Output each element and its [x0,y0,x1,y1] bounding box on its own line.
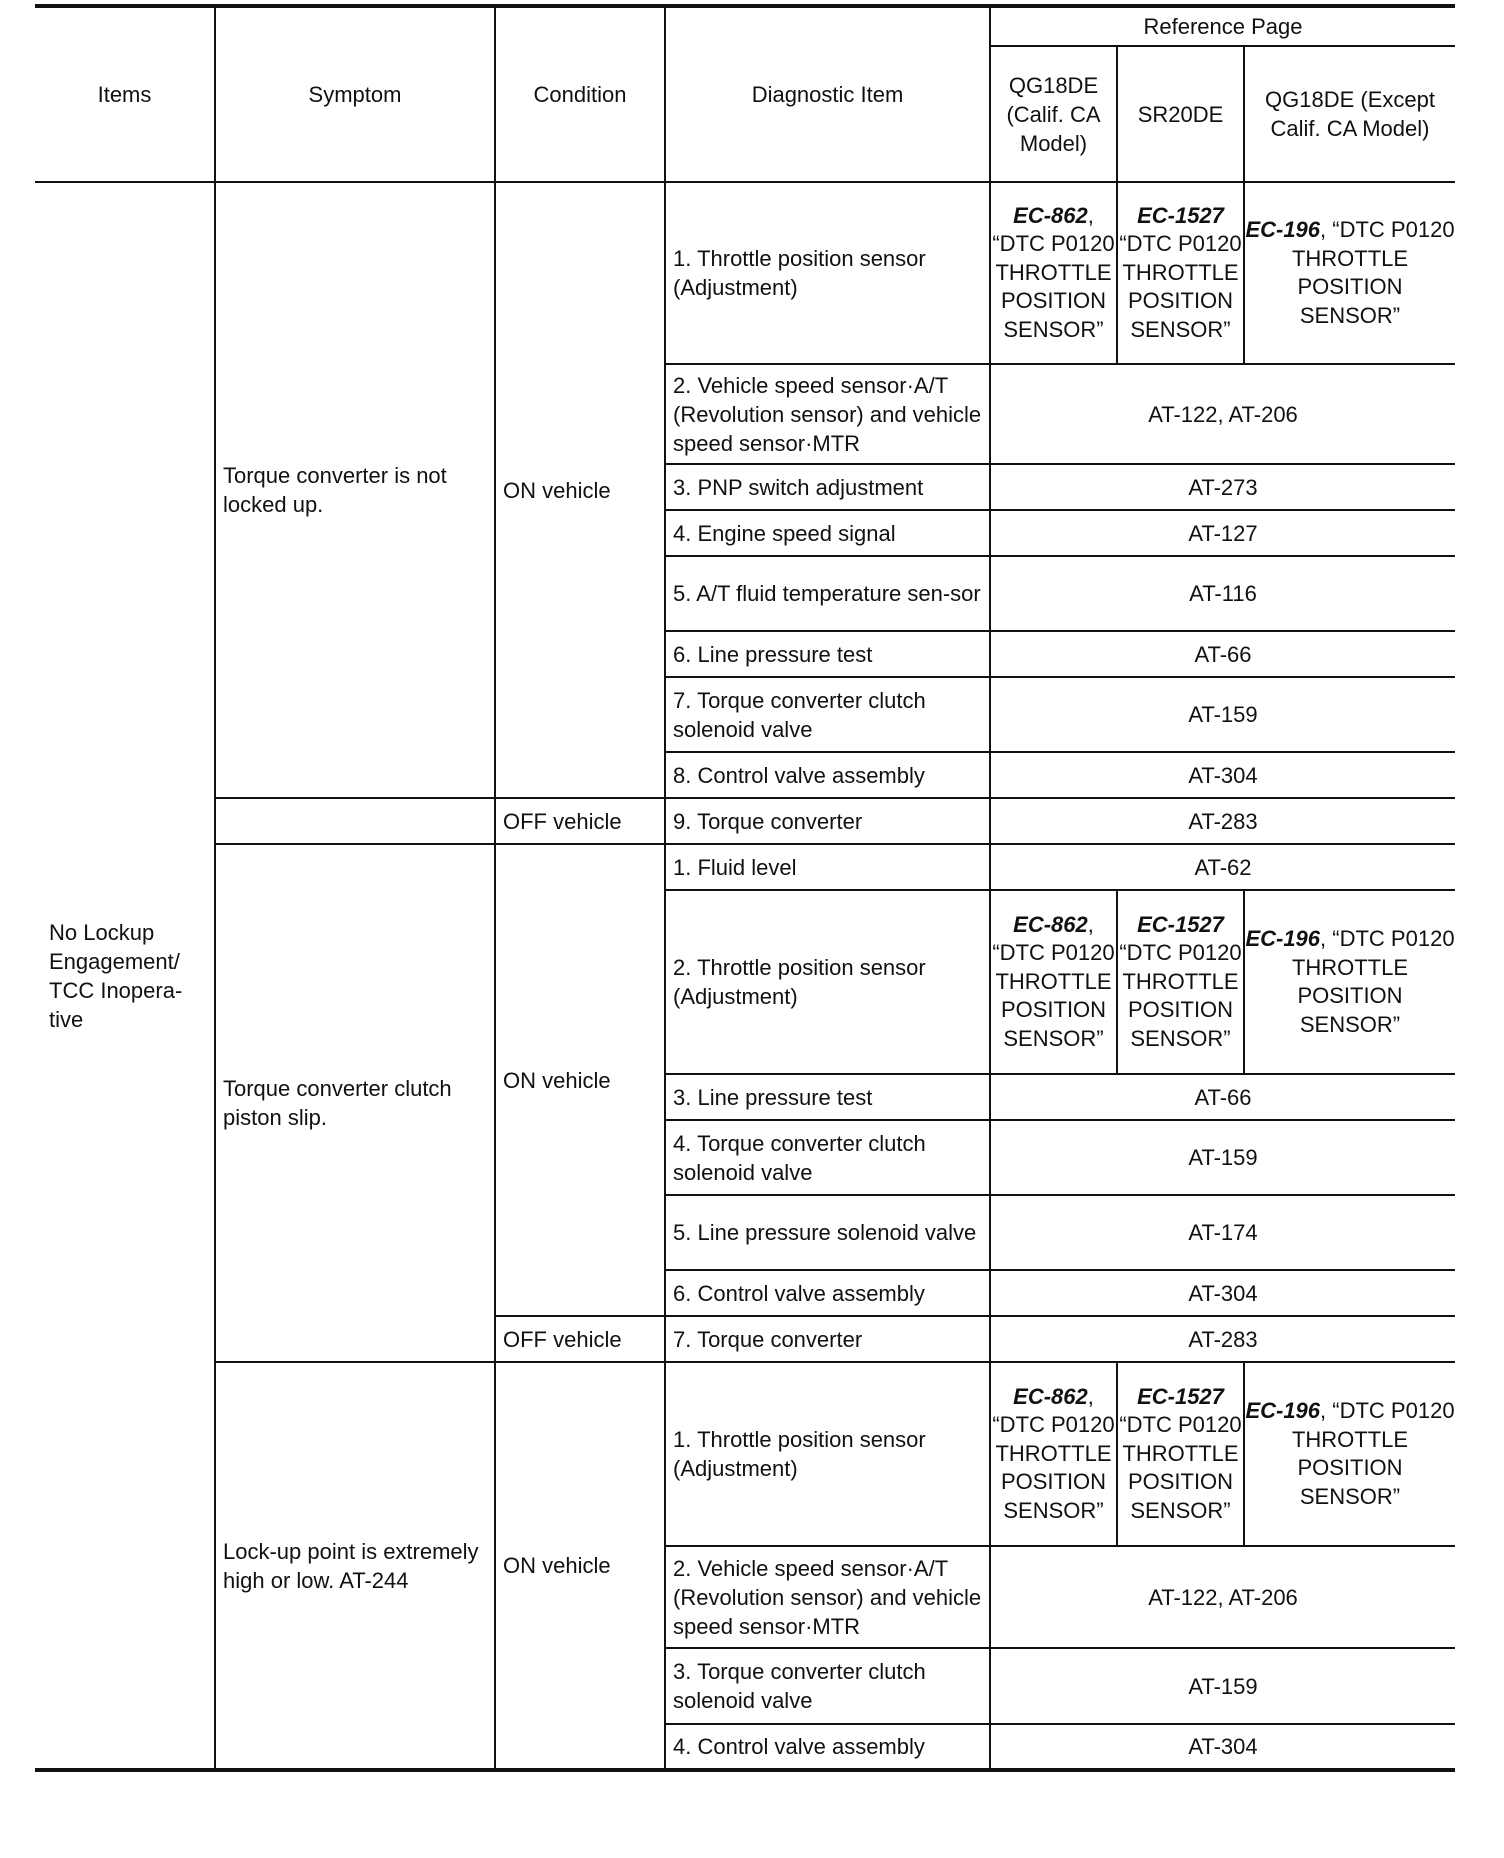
tps-ref-code: EC-862 [1013,1383,1088,1409]
group-1-condition-off: OFF vehicle [495,798,665,844]
group-3-symptom: Lock-up point is extremely high or low. AT-244 [215,1362,495,1770]
group-1-reference: AT-159 [990,677,1455,752]
group-1-diagnostic-item: 9. Torque converter [665,798,990,844]
header-symptom: Symptom [215,6,495,182]
tps-ref-sr20de [1117,182,1244,364]
tps-ref-code: EC-196 [1245,1398,1321,1423]
group-1-reference: AT-273 [990,464,1455,510]
group-3-condition-on: ON vehicle [495,1362,665,1770]
tps-ref-desc: “DTC P0120 THROTTLE POSITION SENSOR” [992,1412,1115,1523]
header-reference-page: Reference Page [990,6,1455,46]
item-name: No Lockup Engagement/ TCC Inopera-tive [35,182,215,1770]
tps-ref-qg18de-calif: EC-862, “DTC P0120 THROTTLE POSITION SENSOR” [990,890,1117,1074]
group-1-symptom: Torque converter is not locked up. [215,182,495,798]
tps-ref-qg18de-except: EC-196, “DTC P0120 THROTTLE POSITION SENSOR” [1244,890,1455,1074]
group-1-reference: AT-304 [990,752,1455,798]
tps-ref-code: EC-1527 [1137,202,1224,228]
group-2-diagnostic-item: 6. Control valve assembly [665,1270,990,1316]
group-1-diagnostic-item: 3. PNP switch adjustment [665,464,990,510]
group-2-diagnostic-item: 7. Torque converter [665,1316,990,1362]
group-2-diagnostic-item: 2. Throttle position sensor (Adjustment) [665,890,990,1074]
tps-ref-sr20de [1117,1362,1244,1546]
group-1-diagnostic-item: 5. A/T fluid temperature sen-sor [665,556,990,631]
group-1-reference: AT-66 [990,631,1455,677]
tps-ref-qg18de-except: EC-196, “DTC P0120 THROTTLE POSITION SENSOR” [1244,182,1455,364]
group-1-condition-on: ON vehicle [495,182,665,798]
group-1-reference: AT-122, AT-206 [990,364,1455,464]
group-1-diagnostic-item: 4. Engine speed signal [665,510,990,556]
tps-ref-desc: “DTC P0120 THROTTLE POSITION SENSOR” [1291,926,1455,1037]
group-1-diagnostic-item: 7. Torque converter clutch solenoid valve [665,677,990,752]
header-sr20de: SR20DE [1117,46,1244,182]
diagnostic-table [35,4,1455,1772]
tps-ref-desc: “DTC P0120 THROTTLE POSITION SENSOR” [1119,940,1242,1051]
tps-ref-qg18de-calif: EC-862, “DTC P0120 THROTTLE POSITION SENSOR” [990,1362,1117,1546]
tps-ref-desc: “DTC P0120 THROTTLE POSITION SENSOR” [1291,217,1455,328]
header-qg18de-calif: QG18DE (Calif. CA Model) [990,46,1117,182]
group-1-diagnostic-item: 2. Vehicle speed sensor·A/T (Revolution sensor) and vehicle speed sensor·MTR [665,364,990,464]
group-2-reference: AT-66 [990,1074,1455,1120]
tps-ref-qg18de-calif: EC-862, “DTC P0120 THROTTLE POSITION SENSOR” [990,182,1117,364]
group-3-diagnostic-item: 3. Torque converter clutch solenoid valve [665,1648,990,1724]
header-qg18de-except: QG18DE (Except Calif. CA Model) [1244,46,1455,182]
tps-ref-code: EC-1527 [1137,1383,1224,1409]
group-2-diagnostic-item: 3. Line pressure test [665,1074,990,1120]
group-1-reference: AT-283 [990,798,1455,844]
tps-ref-desc: “DTC P0120 THROTTLE POSITION SENSOR” [992,231,1115,342]
group-2-reference: AT-304 [990,1270,1455,1316]
group-3-reference: AT-304 [990,1724,1455,1770]
group-2-reference: AT-283 [990,1316,1455,1362]
header-condition: Condition [495,6,665,182]
group-1-reference: AT-127 [990,510,1455,556]
group-3-reference: AT-159 [990,1648,1455,1724]
group-1-symptom-continued [215,798,495,844]
group-2-condition-off: OFF vehicle [495,1316,665,1362]
tps-ref-desc: “DTC P0120 THROTTLE POSITION SENSOR” [1119,1412,1242,1523]
tps-ref-desc: “DTC P0120 THROTTLE POSITION SENSOR” [992,940,1115,1051]
tps-ref-code: EC-1527 [1137,911,1224,937]
group-2-reference: AT-174 [990,1195,1455,1270]
header-items: Items [35,6,215,182]
tps-ref-desc: “DTC P0120 THROTTLE POSITION SENSOR” [1119,231,1242,342]
tps-ref-sr20de [1117,890,1244,1074]
group-3-diagnostic-item: 4. Control valve assembly [665,1724,990,1770]
group-2-condition-on: ON vehicle [495,844,665,1316]
group-2-diagnostic-item: 4. Torque converter clutch solenoid valve [665,1120,990,1195]
tps-ref-qg18de-except: EC-196, “DTC P0120 THROTTLE POSITION SENSOR” [1244,1362,1455,1546]
group-2-reference: AT-62 [990,844,1455,890]
tps-ref-desc: “DTC P0120 THROTTLE POSITION SENSOR” [1291,1398,1455,1509]
group-1-reference: AT-116 [990,556,1455,631]
lockup-diagnostic-table-sheet [35,4,1455,1772]
group-3-diagnostic-item: 2. Vehicle speed sensor·A/T (Revolution sensor) and vehicle speed sensor·MTR [665,1546,990,1648]
group-2-symptom: Torque converter clutch piston slip. [215,844,495,1362]
group-1-diagnostic-item: 6. Line pressure test [665,631,990,677]
group-2-diagnostic-item: 5. Line pressure solenoid valve [665,1195,990,1270]
tps-ref-code: EC-196 [1245,217,1321,242]
tps-ref-code: EC-862 [1013,202,1088,228]
group-3-reference: AT-122, AT-206 [990,1546,1455,1648]
group-2-diagnostic-item: 1. Fluid level [665,844,990,890]
group-3-diagnostic-item: 1. Throttle position sensor (Adjustment) [665,1362,990,1546]
group-2-reference: AT-159 [990,1120,1455,1195]
group-1-diagnostic-item: 1. Throttle position sensor (Adjustment) [665,182,990,364]
tps-ref-code: EC-196 [1245,926,1321,951]
group-1-diagnostic-item: 8. Control valve assembly [665,752,990,798]
header-diagnostic-item: Diagnostic Item [665,6,990,182]
tps-ref-code: EC-862 [1013,911,1088,937]
